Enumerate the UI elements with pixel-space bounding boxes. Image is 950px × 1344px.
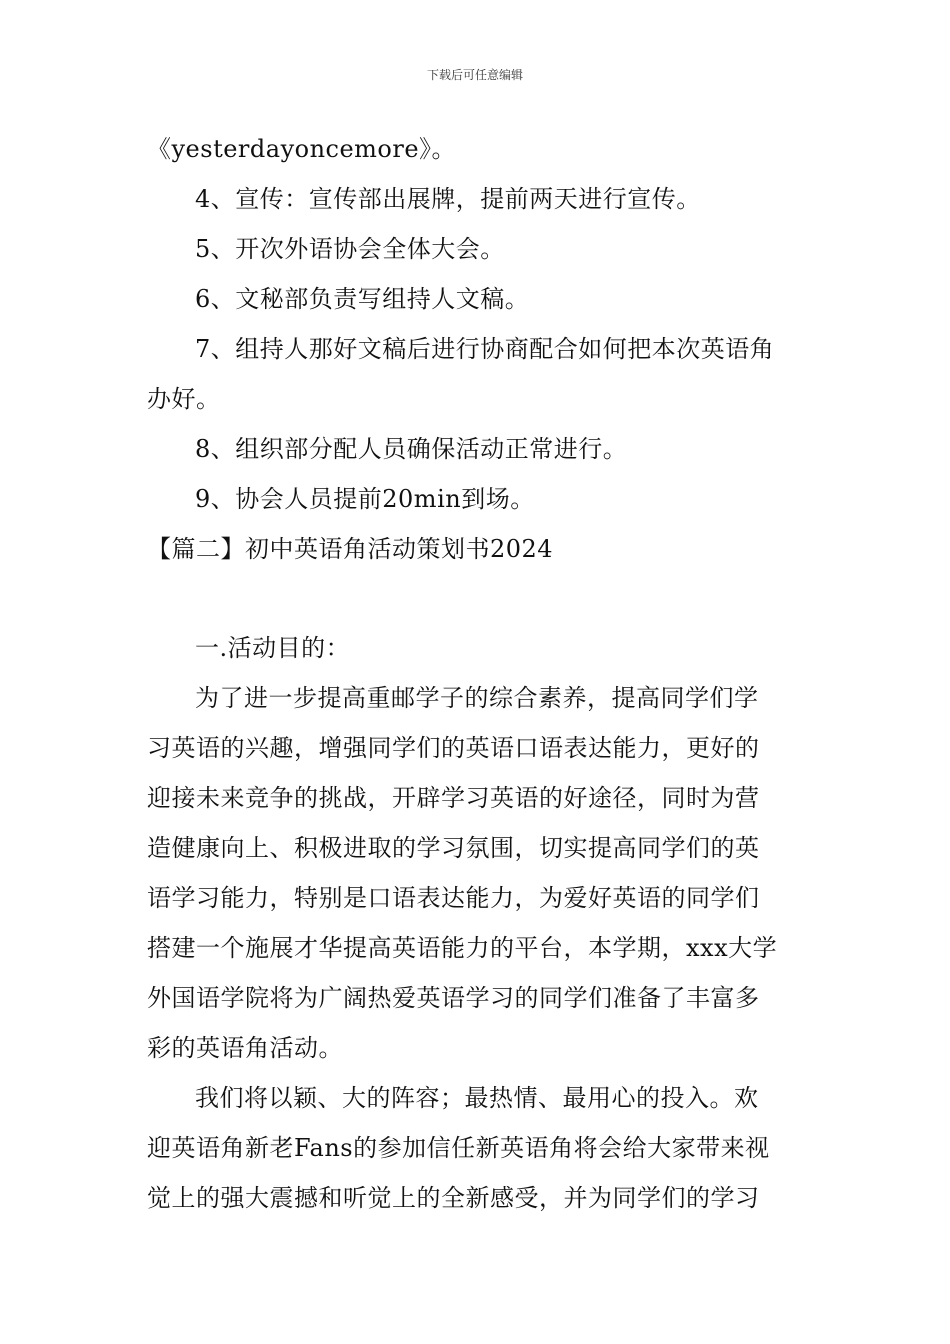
text-line: 5、开次外语协会全体大会。 [195, 235, 505, 263]
text-line: 4、宣传：宣传部出展牌，提前两天进行宣传。 [195, 185, 701, 213]
text-line: 彩的英语角活动。 [147, 1034, 343, 1062]
text-line: 语学习能力，特别是口语表达能力，为爱好英语的同学们 [147, 884, 760, 912]
text-line: 《yesterdayoncemore》。 [147, 135, 457, 163]
subsection-heading: 一.活动目的： [195, 634, 351, 662]
text-line: 8、组织部分配人员确保活动正常进行。 [195, 435, 628, 463]
text-line: 7、组持人那好文稿后进行协商配合如何把本次英语角 [195, 335, 775, 363]
text-line: 迎英语角新老Fans的参加信任新英语角将会给大家带来视 [147, 1134, 770, 1162]
text-line: 搭建一个施展才华提高英语能力的平台，本学期，xxx大学 [147, 934, 778, 962]
page-header: 下载后可任意编辑 [426, 68, 523, 82]
text-line: 觉上的强大震撼和听觉上的全新感受，并为同学们的学习 [147, 1184, 760, 1212]
text-line: 我们将以颖、大的阵容；最热情、最用心的投入。欢 [195, 1084, 759, 1112]
text-line: 外国语学院将为广阔热爱英语学习的同学们准备了丰富多 [147, 984, 760, 1012]
text-line: 6、文秘部负责写组持人文稿。 [195, 285, 530, 313]
text-line: 为了进一步提高重邮学子的综合素养，提高同学们学 [195, 684, 759, 712]
text-line: 造健康向上、积极进取的学习氛围，切实提高同学们的英 [147, 834, 760, 862]
text-line: 习英语的兴趣，增强同学们的英语口语表达能力，更好的 [147, 734, 760, 762]
text-line: 办好。 [147, 385, 221, 413]
text-line: 迎接未来竞争的挑战，开辟学习英语的好途径，同时为营 [147, 784, 760, 812]
section-heading: 【篇二】初中英语角活动策划书2024 [147, 535, 554, 563]
text-line: 9、协会人员提前20min到场。 [195, 485, 535, 513]
